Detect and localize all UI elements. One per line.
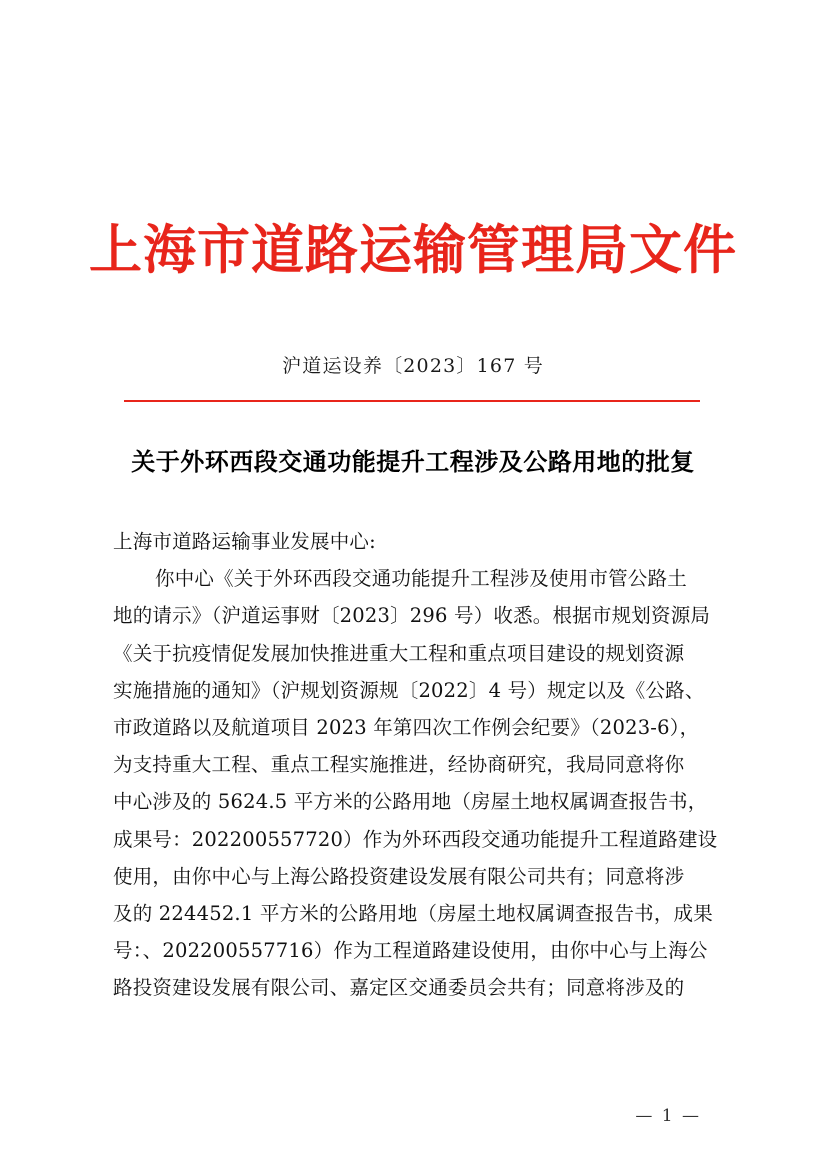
body-line: 及的 224452.1 平方米的公路用地（房屋土地权属调查报告书，成果: [113, 902, 713, 926]
body-line: 中心涉及的 5624.5 平方米的公路用地（房屋土地权属调查报告书，: [113, 790, 708, 814]
page-footer: [0, 1104, 826, 1128]
document-number: 沪道运设养〔2023〕167 号: [282, 355, 544, 377]
body-line: 市政道路以及航道项目 2023 年第四次工作例会纪要》（2023-6），: [113, 716, 700, 740]
subject-title: 关于外环西段交通功能提升工程涉及公路用地的批复: [131, 448, 695, 476]
body-line: 《关于抗疫情促发展加快推进重大工程和重点项目建设的规划资源: [113, 641, 685, 665]
body-line: 使用，由你中心与上海公路投资建设发展有限公司共有；同意将涉: [113, 864, 685, 888]
page-number: — 1 —: [635, 1106, 701, 1126]
document-number-row: [0, 352, 826, 380]
footer-inner: [113, 1104, 713, 1128]
red-divider-rule: [124, 400, 700, 402]
body-line: 你中心《关于外环西段交通功能提升工程涉及使用市管公路土: [155, 567, 687, 591]
masthead-title: 上海市道路运输管理局文件: [89, 219, 737, 281]
masthead: [0, 214, 826, 286]
body-line: 号：、202200557716）作为工程道路建设使用，由你中心与上海公: [113, 939, 708, 963]
body-line: 地的请示》（沪道运事财〔2023〕296 号）收悉。根据市规划资源局: [113, 604, 711, 628]
recipient-line: 上海市道路运输事业发展中心:: [113, 530, 376, 553]
document-body: [113, 523, 718, 1007]
body-line: 为支持重大工程、重点工程实施推进，经协商研究，我局同意将你: [113, 753, 685, 777]
body-line: 成果号：202200557720）作为外环西段交通功能提升工程道路建设: [113, 827, 718, 851]
body-line: 实施措施的通知》（沪规划资源规〔2022〕4 号）规定以及《公路、: [113, 678, 705, 702]
body-line: 路投资建设发展有限公司、嘉定区交通委员会共有；同意将涉及的: [113, 976, 685, 1000]
subject-title-row: [0, 444, 826, 480]
